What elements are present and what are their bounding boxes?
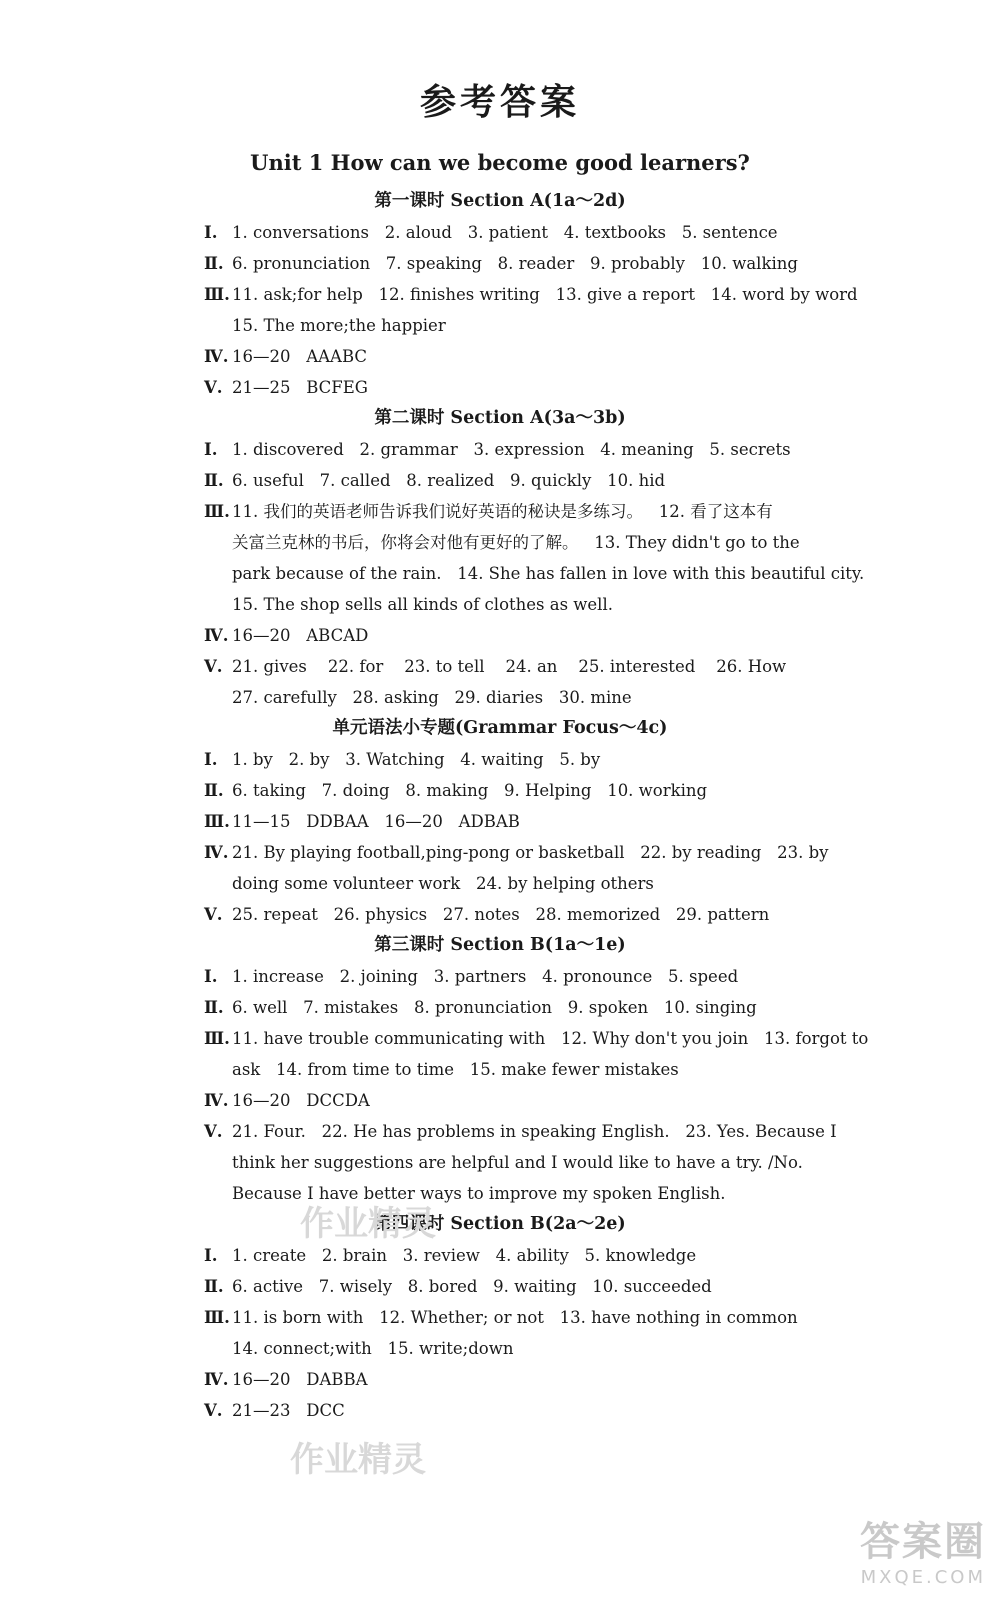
answer-line: [0, 527, 1000, 558]
question-group-label: Ⅴ.: [204, 378, 223, 397]
question-group-label: Ⅱ.: [204, 998, 224, 1017]
answer-line: [0, 465, 1000, 496]
question-group-label: Ⅴ.: [204, 657, 223, 676]
section-heading: 第四课时 Section B(2a～2e): [374, 1214, 626, 1234]
answer-text: 6. taking 7. doing 8. making 9. Helping 10. working: [232, 781, 708, 800]
question-group-label: Ⅱ.: [204, 781, 224, 800]
answer-text: 6. active 7. wisely 8. bored 9. waiting 10. succeeded: [232, 1277, 712, 1296]
answer-line: [0, 310, 1000, 341]
answer-text: 6. well 7. mistakes 8. pronunciation 9. spoken 10. singing: [232, 998, 757, 1017]
question-group-label: Ⅳ.: [204, 843, 229, 862]
question-group-label: Ⅱ.: [204, 471, 224, 490]
answer-text: 21—23 DCC: [232, 1401, 345, 1420]
answer-text: 1. discovered 2. grammar 3. expression 4. meaning 5. secrets: [232, 440, 791, 459]
question-group-label: Ⅲ.: [204, 502, 230, 521]
answer-line: [0, 1116, 1000, 1147]
answer-text: 1. by 2. by 3. Watching 4. waiting 5. by: [232, 750, 601, 769]
answer-line: [0, 744, 1000, 775]
answer-sections: [0, 186, 1000, 1426]
answer-text: park because of the rain. 14. She has fallen in love with this beautiful city.: [232, 564, 865, 583]
answer-line: [0, 1395, 1000, 1426]
question-group-label: Ⅰ.: [204, 1246, 218, 1265]
answer-line: [0, 496, 1000, 527]
question-group-label: Ⅱ.: [204, 1277, 224, 1296]
answer-text: 11. have trouble communicating with 12. Why don't you join 13. forgot to: [232, 1029, 869, 1048]
question-group-label: Ⅲ.: [204, 1029, 230, 1048]
answer-line: [0, 837, 1000, 868]
question-group-label: Ⅰ.: [204, 440, 218, 459]
answer-line: [0, 775, 1000, 806]
site-watermark: [860, 1510, 986, 1588]
answer-line: [0, 1178, 1000, 1209]
answer-line: [0, 868, 1000, 899]
answer-text: 16—20 DABBA: [232, 1370, 368, 1389]
answer-line: [0, 279, 1000, 310]
answer-line: [0, 992, 1000, 1023]
answer-line: [0, 1023, 1000, 1054]
answer-line: [0, 589, 1000, 620]
answer-text: 14. connect;with 15. write;down: [232, 1339, 514, 1358]
answer-text: 21. By playing football,ping-pong or basketball 22. by reading 23. by: [232, 843, 829, 862]
answer-text: ask 14. from time to time 15. make fewer mistakes: [232, 1060, 679, 1079]
answer-text: 1. conversations 2. aloud 3. patient 4. textbooks 5. sentence: [232, 223, 778, 242]
answer-text: 关富兰克林的书后，你将会对他有更好的了解。 13. They didn't go to the: [232, 533, 800, 552]
section-heading: 第三课时 Section B(1a～1e): [374, 935, 626, 955]
section-heading: 第一课时 Section A(1a～2d): [374, 191, 626, 211]
answer-line: [0, 651, 1000, 682]
question-group-label: Ⅳ.: [204, 626, 229, 645]
answer-line: [0, 341, 1000, 372]
answer-text: 11—15 DDBAA 16—20 ADBAB: [232, 812, 520, 831]
answer-line: [0, 372, 1000, 403]
answer-text: 15. The more;the happier: [232, 316, 446, 335]
watermark-logo-text: 答案圈: [860, 1519, 986, 1565]
answer-text: 1. increase 2. joining 3. partners 4. pronounce 5. speed: [232, 967, 739, 986]
answer-text: 16—20 ABCAD: [232, 626, 369, 645]
answer-line: [0, 248, 1000, 279]
question-group-label: Ⅳ.: [204, 1370, 229, 1389]
answer-line: [0, 1271, 1000, 1302]
faint-watermark-2: 作业精灵: [290, 1440, 426, 1480]
answer-text: 21. Four. 22. He has problems in speaking English. 23. Yes. Because I: [232, 1122, 837, 1141]
answer-text: 11. 我们的英语老师告诉我们说好英语的秘诀是多练习。 12. 看了这本有: [232, 502, 773, 521]
answer-line: [0, 806, 1000, 837]
faint-watermark-1: 作业精灵: [300, 1204, 436, 1244]
answer-text: 6. pronunciation 7. speaking 8. reader 9. probably 10. walking: [232, 254, 798, 273]
answer-text: 15. The shop sells all kinds of clothes as well.: [232, 595, 613, 614]
page-title: 参考答案: [419, 82, 580, 123]
question-group-label: Ⅰ.: [204, 967, 218, 986]
question-group-label: Ⅱ.: [204, 254, 224, 273]
watermark-url: MXQE.COM: [860, 1567, 986, 1588]
answer-line: [0, 899, 1000, 930]
answer-text: doing some volunteer work 24. by helping others: [232, 874, 654, 893]
answer-text: 11. is born with 12. Whether; or not 13. have nothing in common: [232, 1308, 798, 1327]
answer-text: 11. ask;for help 12. finishes writing 13. give a report 14. word by word: [232, 285, 858, 304]
answer-text: 16—20 DCCDA: [232, 1091, 370, 1110]
question-group-label: Ⅴ.: [204, 905, 223, 924]
answer-text: 21. gives 22. for 23. to tell 24. an 25. interested 26. How: [232, 657, 787, 676]
answer-line: [0, 217, 1000, 248]
question-group-label: Ⅳ.: [204, 1091, 229, 1110]
answer-text: 25. repeat 26. physics 27. notes 28. memorized 29. pattern: [232, 905, 770, 924]
question-group-label: Ⅳ.: [204, 347, 229, 366]
answer-line: [0, 1054, 1000, 1085]
section-heading: 第二课时 Section A(3a～3b): [374, 408, 626, 428]
answer-line: [0, 558, 1000, 589]
answer-line: [0, 1302, 1000, 1333]
answer-text: Because I have better ways to improve my spoken English.: [232, 1184, 726, 1203]
question-group-label: Ⅲ.: [204, 1308, 230, 1327]
answer-line: [0, 1333, 1000, 1364]
answer-text: 27. carefully 28. asking 29. diaries 30. mine: [232, 688, 632, 707]
answer-text: 21—25 BCFEG: [232, 378, 368, 397]
question-group-label: Ⅰ.: [204, 223, 218, 242]
answer-text: 1. create 2. brain 3. review 4. ability 5. knowledge: [232, 1246, 697, 1265]
section-heading: 单元语法小专题(Grammar Focus～4c): [332, 718, 668, 738]
answer-line: [0, 1147, 1000, 1178]
answer-line: [0, 1085, 1000, 1116]
question-group-label: Ⅰ.: [204, 750, 218, 769]
answer-text: 6. useful 7. called 8. realized 9. quickly 10. hid: [232, 471, 666, 490]
answer-line: [0, 1364, 1000, 1395]
question-group-label: Ⅲ.: [204, 812, 230, 831]
answer-text: think her suggestions are helpful and I would like to have a try. /No.: [232, 1153, 803, 1172]
answer-line: [0, 682, 1000, 713]
unit-title: Unit 1 How can we become good learners?: [250, 150, 750, 175]
question-group-label: Ⅲ.: [204, 285, 230, 304]
answer-line: [0, 1240, 1000, 1271]
answer-text: 16—20 AAABC: [232, 347, 368, 366]
answer-line: [0, 620, 1000, 651]
question-group-label: Ⅴ.: [204, 1122, 223, 1141]
answer-line: [0, 434, 1000, 465]
question-group-label: Ⅴ.: [204, 1401, 223, 1420]
answer-line: [0, 961, 1000, 992]
